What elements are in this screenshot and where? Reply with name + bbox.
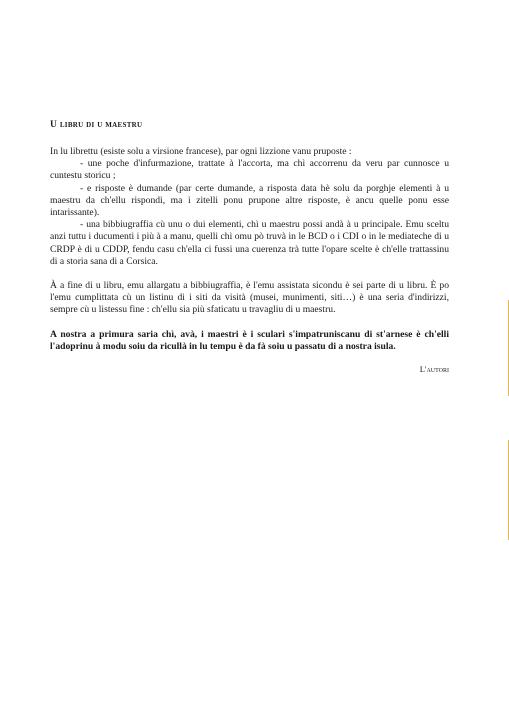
bibliography-paragraph: À a fine di u libru, emu allargatu a bibbiugraffia, è l'emu assistata sicondu è sei parte di u libru. È po l'emu cumplittata cù un listinu di i siti da visità (musei, munimenti, siti…) è una seria d'indirizzi, sempre cù u listessu fine : ch'ellu sia più sfaticatu u travagliu di u maestru.	[50, 280, 449, 316]
spacer	[50, 268, 449, 280]
intro-paragraph: In lu librettu (esiste solu a virsione francese), par ogni lizzione vanu pruposte :	[50, 146, 352, 157]
bullet-bibliography: - una bibbiugraffia cù unu o dui elementi, chì u maestru possi andà à u principale. Emu sceltu anzi tuttu i ducumenti i più à a manu, quelli chì omu pò truvà in le BCD o i CDI o in le mediateche di u CRDP è di u CDDP, fendu casu ch'ella ci fussi una cuerenza trà tutte l'opare scelte è ch'elle trattassinu di a storia sana di a Corsica.	[50, 219, 449, 267]
page-content	[50, 120, 449, 374]
bullet-information: - une poche d'infurmazione, trattate à l'accorta, ma chì accorrenu da veru par cunnosce u cuntestu storicu ;	[50, 158, 449, 182]
closing-statement: A nostra a primura saria chì, avà, i maestri è i sculari s'impatruniscanu di st'arnese è ch'elli l'adoprinu à modu soiu da ricullà in lu tempu è da fà soiu u passatu di a nostra isula.	[50, 328, 449, 353]
author-signature: L'autori	[419, 363, 449, 374]
bullet-questions: - e risposte è dumande (par certe dumande, a risposta data hè solu da porghje elementi à u maestru da ch'ellu rispondi, ma i zitelli ponu prupone altre risposte, è ancu quelle ponu esse intarissante).	[50, 182, 449, 219]
spacer	[50, 317, 449, 329]
section-heading: U libru di u maestru	[50, 120, 143, 130]
